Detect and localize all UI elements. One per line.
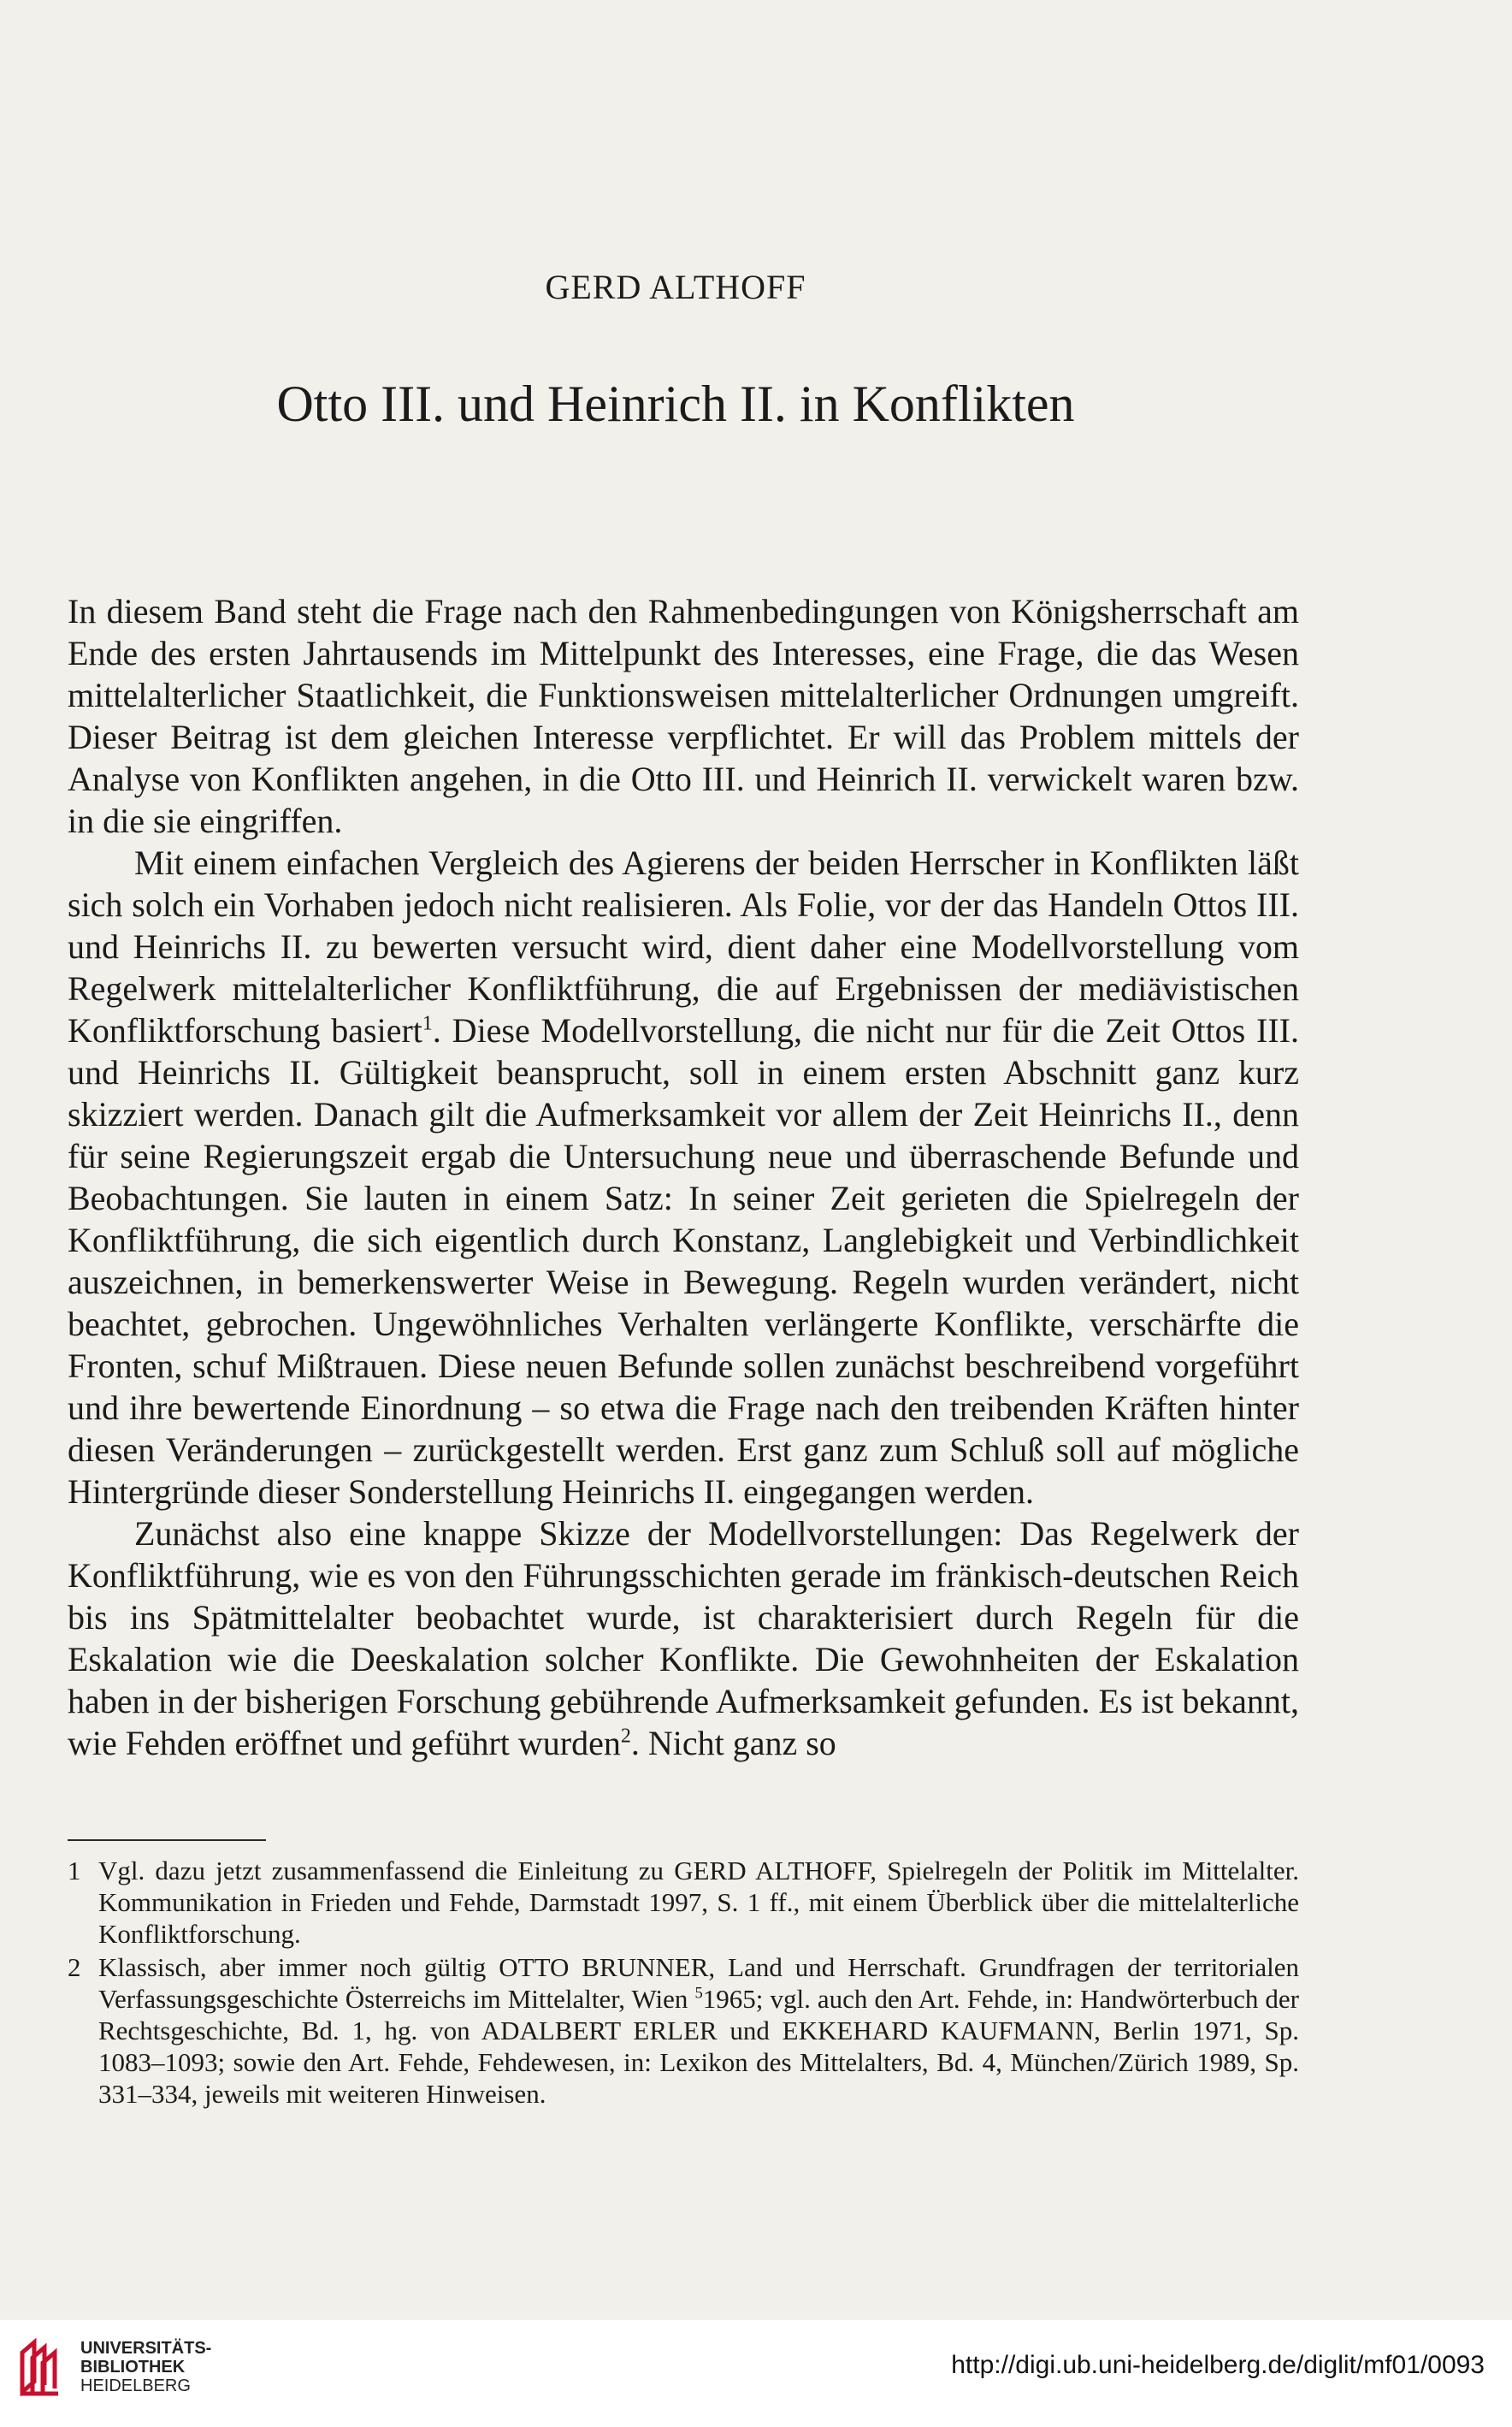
logo-line: UNIVERSITÄTS- (80, 2339, 212, 2358)
paragraph (68, 590, 1299, 842)
paragraph-text: In diesem Band steht die Frage nach den Rahmenbedingungen von Königsherrschaft am Ende des ersten Jahrtausends im Mittelpunkt des Interesses, eine Frage, die das Wesen mittelalterlicher Staatlichkeit, die Funktionsweisen mittelalterlicher Ordnungen umgreift. Dieser Beitrag ist dem gleichen Interesse verpflichtet. Er will das Problem mittels der Analyse von Konflikten angehen, in die Otto III. und Heinrich II. verwickelt waren bzw. in die sie eingriffen. (68, 592, 1299, 840)
footnote-text-part: 1965; vgl. auch den Art. Fehde, in: Handwörterbuch der Rechtsgeschichte, Bd. 1, hg. von ADALBERT ERLER und EKKEHARD KAUFMANN, Berlin 1971, Sp. 1083–1093; sowie den Art. Fehde, Fehdewesen, in: Lexikon des Mittelalters, Bd. 4, München/Zürich 1989, Sp. 331–334, jeweils mit weiteren Hinweisen. (98, 1984, 1299, 2109)
footnote-text (98, 1951, 1299, 2110)
paragraph (68, 842, 1299, 1512)
footnote (68, 1855, 1299, 1950)
author-name: GERD ALTHOFF (545, 268, 806, 306)
footnote (68, 1951, 1299, 2110)
footnote-divider (68, 1839, 266, 1841)
paragraph (68, 1512, 1299, 1764)
paragraph-text: . Nicht ganz so (630, 1724, 836, 1762)
logo-line: BIBLIOTHEK (80, 2358, 186, 2377)
library-logo-text (80, 2339, 211, 2395)
page-url-link[interactable]: http://digi.ub.uni-heidelberg.de/diglit/mf01/0093 (951, 2351, 1485, 2379)
footer-bar (0, 2320, 1512, 2427)
footnote-text: Vgl. dazu jetzt zusammenfassend die Einleitung zu GERD ALTHOFF, Spielregeln der Politik im Mittelalter. Kommunikation in Frieden und Fehde, Darmstadt 1997, S. 1 ff., mit einem Überblick über die mittelalterliche Konfliktforschung. (98, 1856, 1299, 1949)
logo-line: HEIDELBERG (80, 2377, 191, 2395)
body-text (68, 590, 1299, 1764)
paragraph-text: . Diese Modellvorstellung, die nicht nur für die Zeit Ottos III. und Heinrichs II. Gültigkeit beansprucht, soll in einem ersten Abschnitt ganz kurz skizziert werden. Danach gilt die Aufmerksamkeit vor allem der Zeit Heinrichs II., denn für seine Regierungszeit ergab die Untersuchung neue und überraschende Befunde und Beobachtungen. Sie lauten in einem Satz: In seiner Zeit gerieten die Spielregeln der Konfliktführung, die sich eigentlich durch Konstanz, Langlebigkeit und Verbindlichkeit auszeichnen, in bemerkenswerter Weise in Bewegung. Regeln wurden verändert, nicht beachtet, gebrochen. Ungewöhnliches Verhalten verlängerte Konflikte, verschärfte die Fronten, schuf Mißtrauen. Diese neuen Befunde sollen zunächst beschreibend vorgeführt und ihre bewertende Einordnung – so etwa die Frage nach den treibenden Kräften hinter diesen Veränderungen – zurückgestellt werden. Erst ganz zum Schluß soll auf mögliche Hintergründe dieser Sonderstellung Heinrichs II. eingegangen werden. (68, 1011, 1299, 1511)
paragraph-text: Zunächst also eine knappe Skizze der Modellvorstellungen: Das Regelwerk der Konfliktführung, wie es von den Führungsschichten gerade im fränkisch-deutschen Reich bis ins Spätmittelalter beobachtet wurde, ist charakterisiert durch Regeln für die Eskalation wie die Deeskalation solcher Konflikte. Die Gewohnheiten der Eskalation haben in der bisherigen Forschung gebührende Aufmerksamkeit gefunden. Es ist bekannt, wie Fehden eröffnet und geführt wurden (68, 1514, 1299, 1762)
footnote-ref[interactable]: 1 (422, 1012, 433, 1035)
article-title: Otto III. und Heinrich II. in Konflikten (276, 376, 1075, 432)
footnote-text-part: Klassisch, aber immer noch gültig OTTO BRUNNER, Land und Herrschaft. Grundfragen der territorialen Verfassungsgeschichte Österreichs im Mittelalter, Wien (98, 1952, 1299, 2014)
library-logo[interactable] (15, 2335, 211, 2399)
paragraph-text: Mit einem einfachen Vergleich des Agierens der beiden Herrscher in Konflikten läßt sich solch ein Vorhaben jedoch nicht realisieren. Als Folie, vor der das Handeln Ottos III. und Heinrichs II. zu bewerten versucht wird, dient daher eine Modellvorstellung vom Regelwerk mittelalterlicher Konfliktführung, die auf Ergebnissen der mediävistischen Konfliktforschung basiert (68, 844, 1299, 1050)
footnote-number: 2 (68, 1952, 81, 1982)
footnotes (68, 1855, 1299, 2111)
footnote-ref[interactable]: 2 (620, 1725, 631, 1748)
library-logo-icon (15, 2335, 67, 2399)
edition-number: 5 (694, 1984, 703, 2003)
footnote-number: 1 (68, 1856, 81, 1885)
